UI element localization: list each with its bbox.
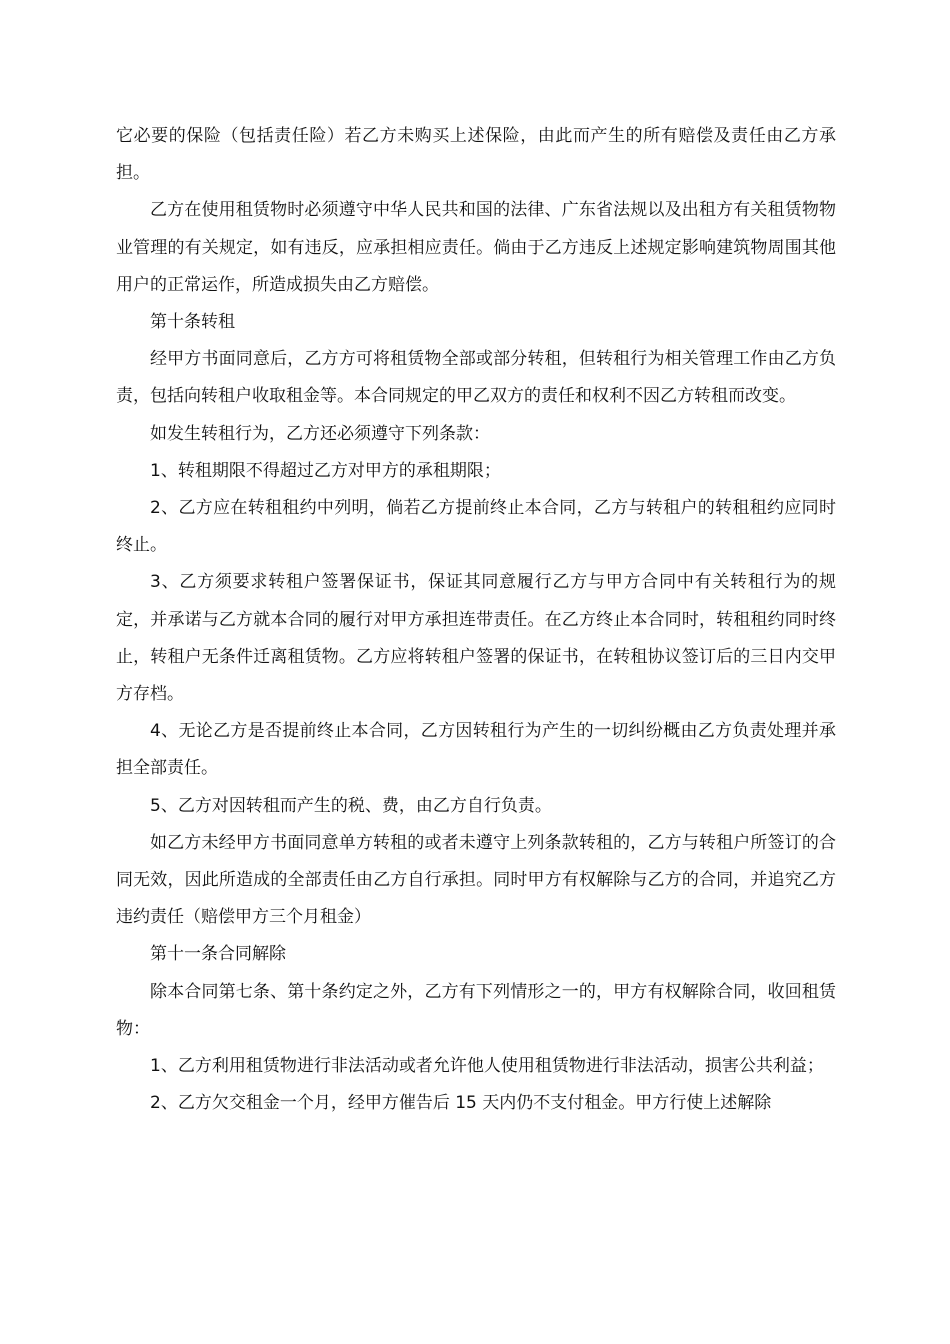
list-item-sublease-3: 3、乙方须要求转租户签署保证书，保证其同意履行乙方与甲方合同中有关转租行为的规定，并承诺与乙方就本合同的履行对甲方承担连带责任。在乙方终止本合同时，转租租约同时终止，转租户无条件迁离租赁物。乙方应将转租户签署的保证书，在转租协议签订后的三日内交甲方存档。	[116, 572, 836, 705]
section-heading-sublease: 第十条转租	[150, 312, 235, 333]
paragraph-insurance: 它必要的保险（包括责任险）若乙方未购买上述保险，由此而产生的所有赔偿及责任由乙方承担。	[116, 126, 836, 184]
list-item-sublease-1: 1、转租期限不得超过乙方对甲方的承租期限；	[150, 460, 501, 481]
paragraph-unauthorized-sublease: 如乙方未经甲方书面同意单方转租的或者未遵守上列条款转租的，乙方与转租户所签订的合同无效，因此所造成的全部责任由乙方自行承担。同时甲方有权解除与乙方的合同，并追究乙方违约责任（赔偿甲方三个月租金）	[116, 832, 836, 928]
list-item-sublease-5: 5、乙方对因转租而产生的税、费，由乙方自行负责。	[150, 795, 552, 816]
paragraph-termination-intro: 除本合同第七条、第十条约定之外，乙方有下列情形之一的，甲方有权解除合同，收回租赁物：	[116, 981, 836, 1039]
list-item-termination-1: 1、乙方利用租赁物进行非法活动或者允许他人使用租赁物进行非法活动，损害公共利益；	[150, 1056, 824, 1077]
paragraph-compliance: 乙方在使用租赁物时必须遵守中华人民共和国的法律、广东省法规以及出租方有关租赁物物业管理的有关规定，如有违反，应承担相应责任。倘由于乙方违反上述规定影响建筑物周围其他用户的正常运作，所造成损失由乙方赔偿。	[116, 200, 836, 295]
document-page	[116, 118, 836, 1122]
section-heading-termination: 第十一条合同解除	[150, 944, 286, 965]
list-item-sublease-2: 2、乙方应在转租租约中列明，倘若乙方提前终止本合同，乙方与转租户的转租租约应同时终止。	[116, 498, 836, 556]
paragraph-sublease-terms-intro: 如发生转租行为，乙方还必须遵守下列条款：	[150, 423, 490, 444]
paragraph-sublease-consent: 经甲方书面同意后，乙方方可将租赁物全部或部分转租，但转租行为相关管理工作由乙方负责，包括向转租户收取租金等。本合同规定的甲乙双方的责任和权利不因乙方转租而改变。	[116, 349, 836, 407]
list-item-sublease-4: 4、无论乙方是否提前终止本合同，乙方因转租行为产生的一切纠纷概由乙方负责处理并承担全部责任。	[116, 721, 836, 779]
list-item-termination-2: 2、乙方欠交租金一个月，经甲方催告后 15 天内仍不支付租金。甲方行使上述解除	[150, 1093, 772, 1114]
